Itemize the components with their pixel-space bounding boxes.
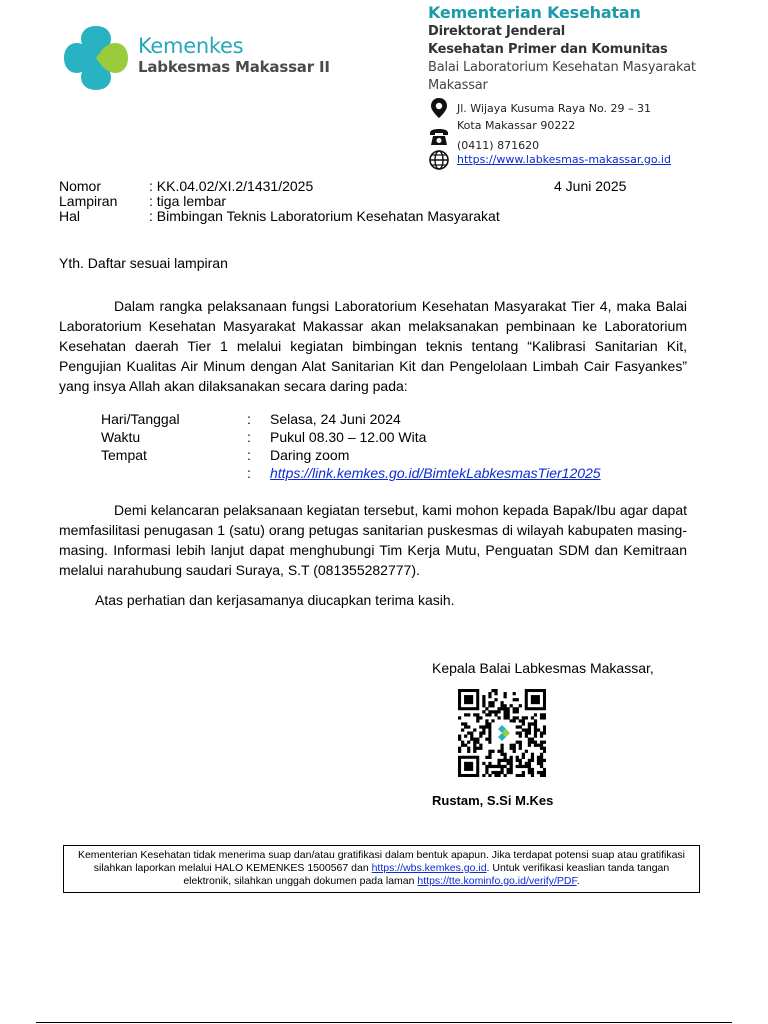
nomor-row xyxy=(59,178,699,194)
nomor-label: Nomor xyxy=(59,178,102,194)
time-label: Waktu xyxy=(101,429,141,445)
hal-value: : Bimbingan Teknis Laboratorium Kesehatan Masyarakat xyxy=(149,208,500,224)
paragraph-1: Dalam rangka pelaksanaan fungsi Laboratorium Kesehatan Masyarakat Tier 4, maka Balai Laboratorium Kesehatan Masyarakat Makassar akan melaksanakan pembinaan ke Laboratorium Kesehatan daerah Tier 1 melalui kegiatan bimbingan teknis tentang “Kalibrasi Sanitarian Kit, Pengujian Kualitas Air Minum dengan Alat Sanitarian Kit dan Pengelolaan Limbah Cair Fasyankes” yang insya Allah akan dilaksanakan secara daring pada: xyxy=(59,298,687,394)
location-pin-icon xyxy=(428,97,450,119)
letter-date: 4 Juni 2025 xyxy=(554,178,627,194)
place-label: Tempat xyxy=(101,447,147,463)
directorate-line-2: Kesehatan Primer dan Komunitas xyxy=(428,42,668,57)
ministry-name: Kementerian Kesehatan xyxy=(428,3,641,22)
wbs-link[interactable]: https://wbs.kemkes.go.id xyxy=(371,862,487,874)
phone-text: (0411) 871620 xyxy=(457,139,540,152)
hal-row xyxy=(59,208,699,224)
address-text: Jl. Wijaya Kusuma Raya No. 29 – 31 xyxy=(457,102,651,115)
day-label: Hari/Tanggal xyxy=(101,411,180,427)
unit-line-2: Makassar xyxy=(428,78,488,93)
signatory-name: Rustam, S.Si M.Kes xyxy=(432,793,554,808)
detail-place-row: Tempat : Daring zoom xyxy=(101,447,350,463)
lampiran-row xyxy=(59,193,699,209)
time-value: Pukul 08.30 – 12.00 Wita xyxy=(270,429,427,445)
recipient: Yth. Daftar sesuai lampiran xyxy=(59,255,228,271)
website-link[interactable]: https://www.labkesmas-makassar.go.id xyxy=(457,153,671,166)
logo-subtitle: Labkesmas Makassar II xyxy=(138,58,330,76)
signature-qr-code-icon xyxy=(458,689,546,777)
unit-line-1: Balai Laboratorium Kesehatan Masyarakat xyxy=(428,60,696,75)
logo-name: Kemenkes xyxy=(138,34,244,58)
hal-label: Hal xyxy=(59,208,81,224)
globe-icon xyxy=(428,149,450,171)
detail-day-row: Hari/Tanggal : Selasa, 24 Juni 2024 xyxy=(101,411,401,427)
kemenkes-logo-icon xyxy=(60,22,132,94)
lampiran-value: : tiga lembar xyxy=(149,193,227,209)
day-value: Selasa, 24 Juni 2024 xyxy=(270,411,401,427)
nomor-value: : KK.04.02/XI.2/1431/2025 xyxy=(149,178,314,194)
paragraph-3: Atas perhatian dan kerjasamanya diucapkan terima kasih. xyxy=(95,592,455,608)
detail-link-row: : https://link.kemkes.go.id/BimtekLabkesmasTier12025 xyxy=(247,465,601,481)
city-text: Kota Makassar 90222 xyxy=(457,119,576,132)
signature-title: Kepala Balai Labkesmas Makassar, xyxy=(432,660,654,676)
paragraph-2: Demi kelancaran pelaksanaan kegiatan tersebut, kami mohon kepada Bapak/Ibu agar dapat memfasilitasi penugasan 1 (satu) orang petugas sanitarian puskesmas di wilayah kabupaten masing-masing. Informasi lebih lanjut dapat menghubungi Tim Kerja Mutu, Penguatan SDM dan Kemitraan melalui narahubung saudari Suraya, S.T (081355282777). xyxy=(59,502,687,578)
zoom-link[interactable]: https://link.kemkes.go.id/BimtekLabkesmasTier12025 xyxy=(270,465,601,481)
letterhead xyxy=(428,3,758,95)
detail-time-row: Waktu : Pukul 08.30 – 12.00 Wita xyxy=(101,429,427,445)
place-value: Daring zoom xyxy=(270,447,350,463)
bottom-divider xyxy=(36,1022,732,1023)
lampiran-label: Lampiran xyxy=(59,193,118,209)
footer-disclaimer: Kementerian Kesehatan tidak menerima suap dan/atau gratifikasi dalam bentuk apapun. Jika terdapat potensi suap atau gratifikasi silahkan laporkan melalui HALO KEMENKES 1500567 dan https://wbs.kemkes.go.id. Untuk verifikasi keaslian tanda tangan elektronik, silahkan unggah dokumen pada laman https://tte.kominfo.go.id/verify/PDF. xyxy=(63,845,700,893)
telephone-icon xyxy=(428,126,450,148)
tte-verify-link[interactable]: https://tte.kominfo.go.id/verify/PDF xyxy=(417,875,577,887)
directorate-line-1: Direktorat Jenderal xyxy=(428,24,566,39)
